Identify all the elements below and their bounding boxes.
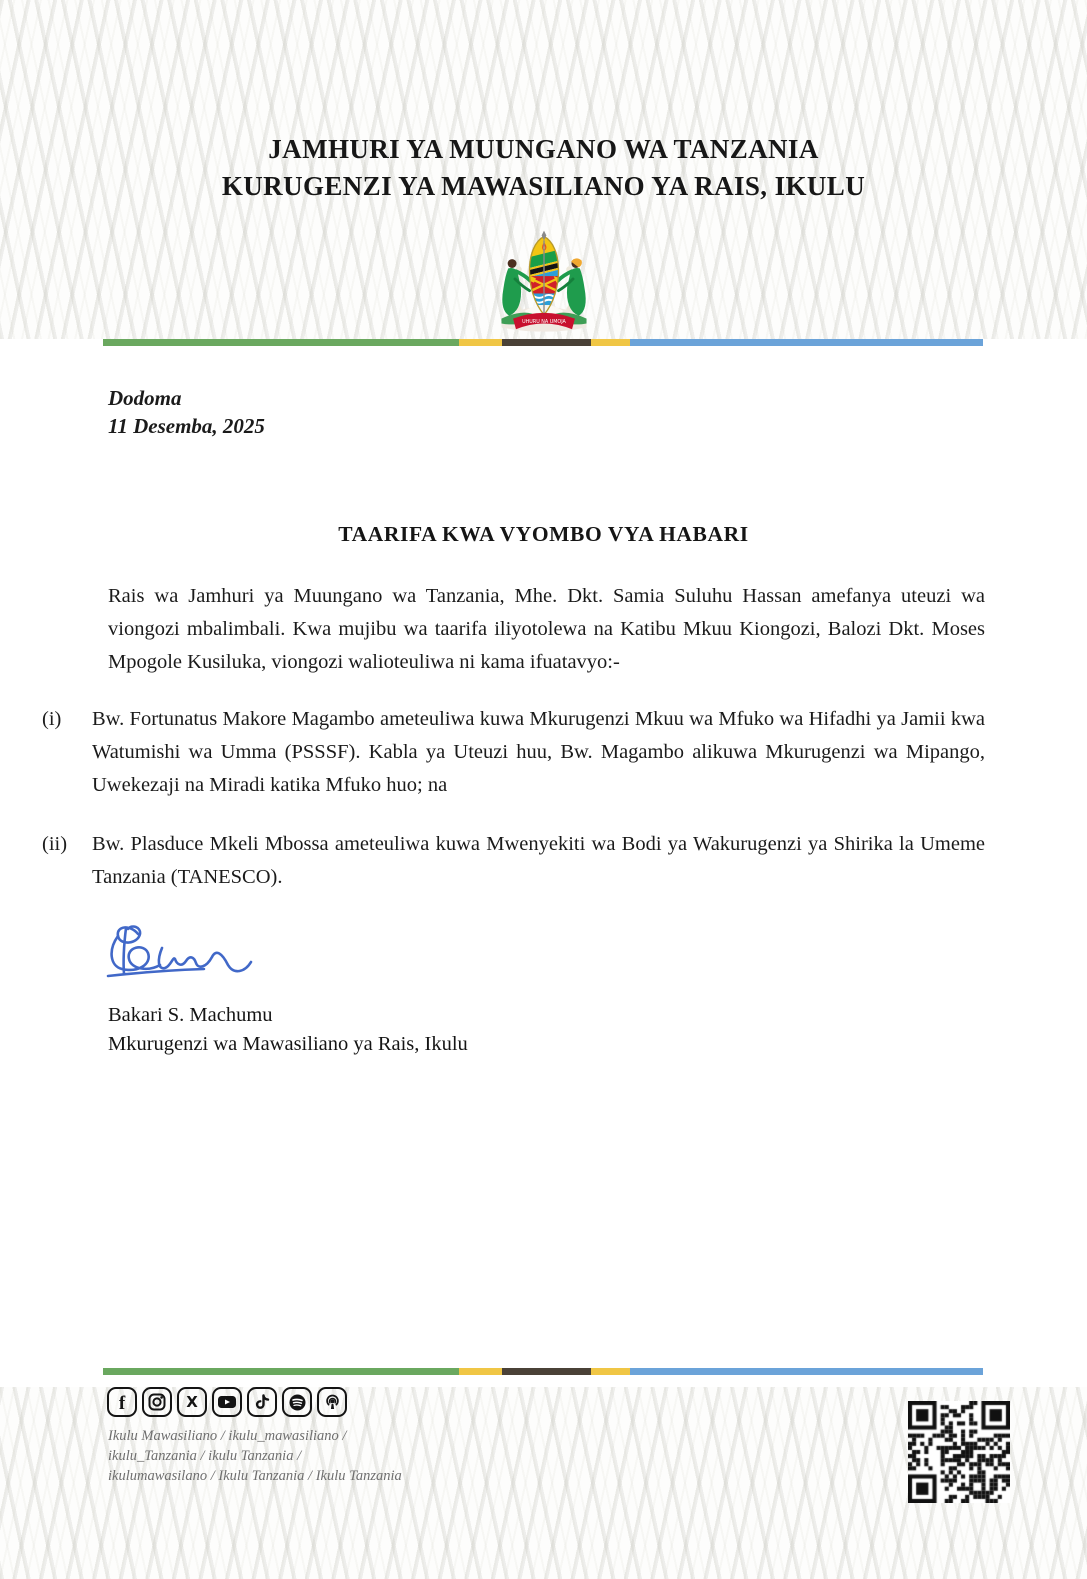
divider-black-segment [502, 1368, 592, 1375]
letterhead-line-2: KURUGENZI YA MAWASILIANO YA RAIS, IKULU [221, 171, 866, 201]
list-item [0, 828, 1087, 894]
signature [104, 920, 1087, 999]
facebook-icon[interactable]: f [107, 1387, 137, 1417]
instagram-icon[interactable] [142, 1387, 172, 1417]
dateline-city: Dodoma [108, 386, 182, 410]
dateline [108, 384, 1087, 440]
intro-paragraph: Rais wa Jamhuri ya Muungano wa Tanzania, Mhe. Dkt. Samia Suluhu Hassan amefanya uteuzi wa viongozi mbalimbali. Kwa mujibu wa taarifa iliyotolewa na Katibu Mkuu Kiongozi, Balozi Dkt. Moses Mpogole Kusiluka, viongozi walioteuliwa ni kama ifuatavyo:- [108, 585, 985, 673]
letterhead-line-1: JAMHURI YA MUUNGANO WA TANZANIA [268, 134, 819, 164]
footer-band [0, 1387, 1087, 1579]
x-icon[interactable]: X [177, 1387, 207, 1417]
document-title: TAARIFA KWA VYOMBO VYA HABARI [338, 522, 749, 546]
letter-body [0, 384, 1087, 1368]
list-item-marker: (ii) [42, 833, 68, 855]
footer-flag-divider [103, 1368, 983, 1375]
handwritten-signature-icon [104, 920, 279, 994]
divider-yellow-segment [459, 1368, 501, 1375]
svg-text:UHURU NA UMOJA: UHURU NA UMOJA [521, 319, 566, 325]
tiktok-icon[interactable] [247, 1387, 277, 1417]
social-handles-line-2: ikulu_Tanzania / ikulu Tanzania / [108, 1448, 302, 1464]
list-item-text: Bw. Plasduce Mkeli Mbossa ameteuliwa kuwa Mwenyekiti wa Bodi ya Wakurugenzi ya Shirika la Umeme Tanzania (TANESCO). [92, 833, 985, 888]
list-item [0, 703, 1087, 802]
signatory-name: Bakari S. Machumu [108, 1004, 273, 1026]
signatory-title: Mkurugenzi wa Mawasiliano ya Rais, Ikulu [108, 1033, 468, 1055]
qr-code [908, 1401, 1010, 1503]
tanzania-coat-of-arms-icon [486, 319, 602, 341]
social-handles-line-1: Ikulu Mawasiliano / ikulu_mawasiliano / [108, 1428, 347, 1444]
appointments-list [0, 703, 1087, 894]
social-handles-line-3: ikulumawasilano / Ikulu Tanzania / Ikulu Tanzania [108, 1468, 402, 1484]
letterhead [0, 0, 1087, 205]
youtube-icon[interactable] [212, 1387, 242, 1417]
list-item-text: Bw. Fortunatus Makore Magambo ameteuliwa kuwa Mkurugenzi Mkuu wa Mfuko wa Hifadhi ya Jamii kwa Watumishi wa Umma (PSSSF). Kabla ya Uteuzi huu, Bw. Magambo alikuwa Mkurugenzi wa Mipango, Uwekezaji na Miradi katika Mfuko huo; na [92, 708, 985, 796]
list-item-marker: (i) [42, 708, 62, 730]
spotify-icon[interactable] [282, 1387, 312, 1417]
divider-blue-segment [630, 1368, 983, 1375]
dateline-date: 11 Desemba, 2025 [108, 414, 265, 438]
divider-green-segment [103, 1368, 459, 1375]
header-band [0, 0, 1087, 339]
podcast-icon[interactable] [317, 1387, 347, 1417]
divider-yellow-segment [591, 1368, 630, 1375]
